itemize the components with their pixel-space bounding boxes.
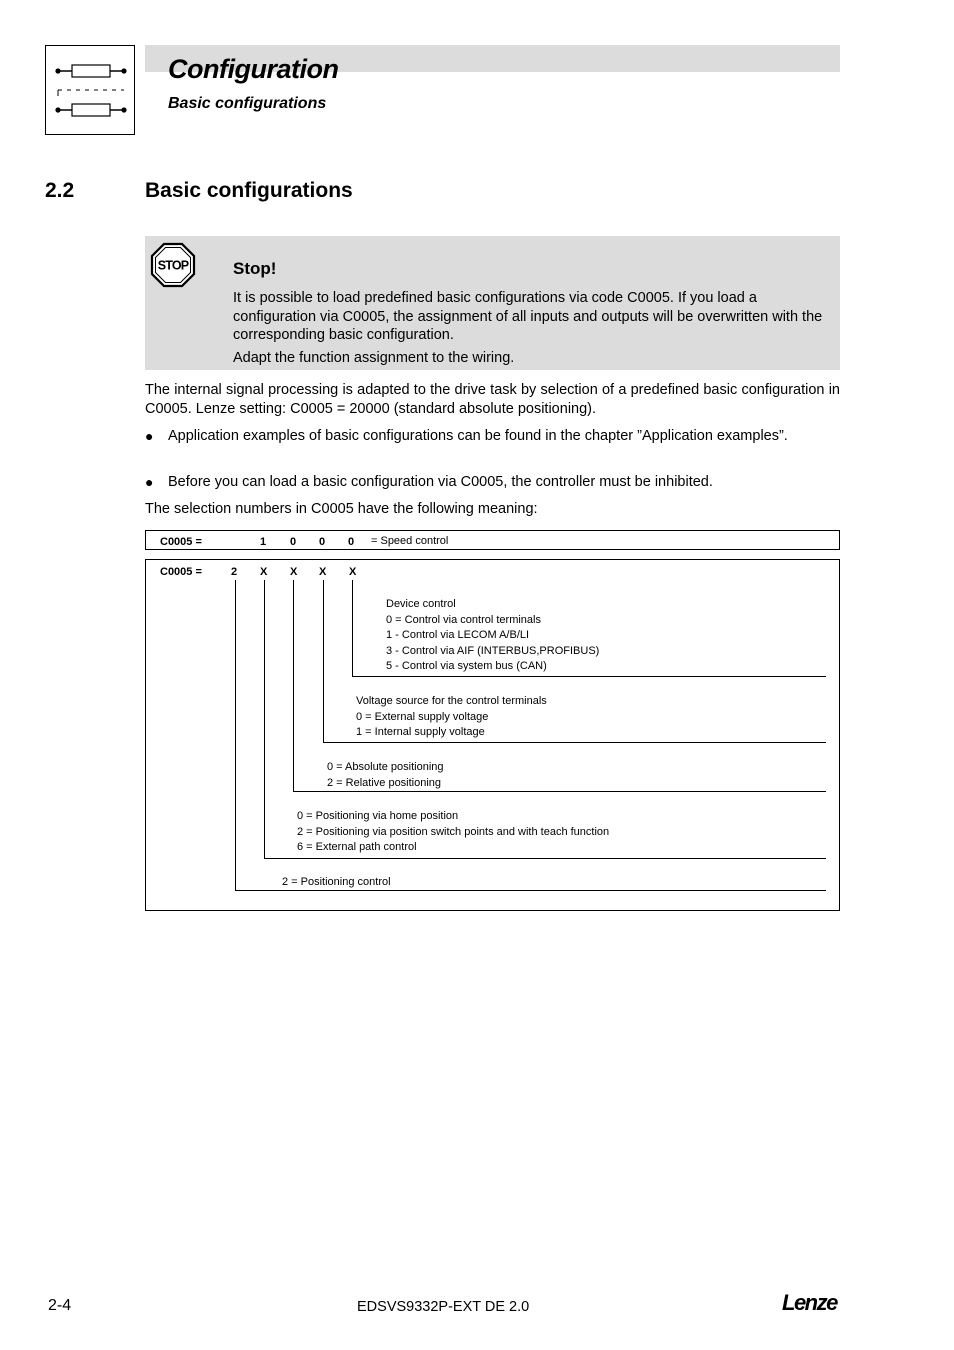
option-line: 1 = Internal supply voltage [356, 726, 485, 738]
speed-control-table [145, 530, 840, 550]
tree-line [323, 742, 826, 743]
lenze-logo: Lenze [782, 1290, 837, 1315]
page-number: 2-4 [48, 1297, 72, 1314]
speed-control-description: = Speed control [371, 535, 449, 547]
tree-line [323, 580, 324, 743]
section-title: Basic configurations [145, 179, 353, 202]
code-digit: 2 [231, 566, 238, 578]
code-label: C0005 = [160, 536, 202, 548]
code-digit: 0 [319, 536, 326, 548]
option-line: 2 = Positioning control [282, 876, 391, 888]
code-digit: 0 [348, 536, 355, 548]
stop-sign-icon [150, 242, 196, 288]
option-line: 5 - Control via system bus (CAN) [386, 660, 547, 672]
tree-line [264, 858, 826, 859]
stop-heading: Stop! [233, 259, 277, 278]
device-control-group [386, 597, 599, 675]
chapter-title: Configuration [168, 54, 339, 84]
stop-text: Adapt the function assignment to the wiring. [233, 350, 515, 366]
positioning-config-table [145, 559, 840, 911]
code-digit: 1 [260, 536, 267, 548]
option-line: 2 = Positioning via position switch points and with teach function [297, 825, 610, 838]
tree-line [264, 580, 265, 859]
tree-line [293, 580, 294, 792]
positioning-control-group [282, 875, 391, 891]
option-line: 3 - Control via AIF (INTERBUS,PROFIBUS) [386, 644, 600, 657]
option-line: Device control [386, 598, 456, 610]
code-label: C0005 = [160, 566, 202, 578]
code-digit: X [319, 566, 327, 578]
bullet-item: Application examples of basic configurations can be found in the chapter ”Application examples”. [168, 428, 788, 444]
stop-sign-label: STOP [157, 258, 189, 273]
section-number: 2.2 [45, 179, 75, 202]
bullet-icon: ● [145, 428, 154, 444]
document-id: EDSVS9332P-EXT DE 2.0 [357, 1299, 530, 1315]
option-line: 1 - Control via LECOM A/B/LI [386, 629, 530, 641]
code-digit: 0 [290, 536, 297, 548]
bullet-icon: ● [145, 474, 154, 490]
positioning-mode-group [327, 760, 444, 791]
option-line: 0 = Control via control terminals [386, 613, 541, 626]
wiring-diagram-icon [45, 45, 135, 135]
code-digit: X [349, 566, 357, 578]
tree-line [352, 580, 353, 677]
stop-text: It is possible to load predefined basic configurations via code C0005. If you load a configuration via C0005, the assignment of all inputs and outputs will be overwritten with the corresponding basic configuration. [233, 290, 823, 343]
code-digit: X [290, 566, 298, 578]
selection-intro: The selection numbers in C0005 have the following meaning: [145, 501, 538, 517]
option-line: 0 = Positioning via home position [297, 810, 459, 822]
option-line: Voltage source for the control terminals [356, 695, 547, 707]
intro-paragraph: The internal signal processing is adapted to the drive task by selection of a predefined basic configuration in C0005. Lenze setting: C0005 = 20000 (standard absolute positioning). [145, 382, 840, 417]
option-line: 6 = External path control [297, 841, 417, 853]
bullet-item: Before you can load a basic configuration via C0005, the controller must be inhibited. [168, 474, 713, 490]
tree-line [293, 791, 826, 792]
code-digit: X [260, 566, 268, 578]
option-line: 0 = External supply voltage [356, 710, 489, 723]
chapter-subtitle: Basic configurations [168, 95, 327, 112]
option-line: 0 = Absolute positioning [327, 761, 444, 773]
positioning-type-group [297, 809, 609, 856]
tree-line [235, 580, 236, 891]
voltage-source-group [356, 694, 547, 741]
tree-line [352, 676, 826, 677]
option-line: 2 = Relative positioning [327, 776, 442, 789]
